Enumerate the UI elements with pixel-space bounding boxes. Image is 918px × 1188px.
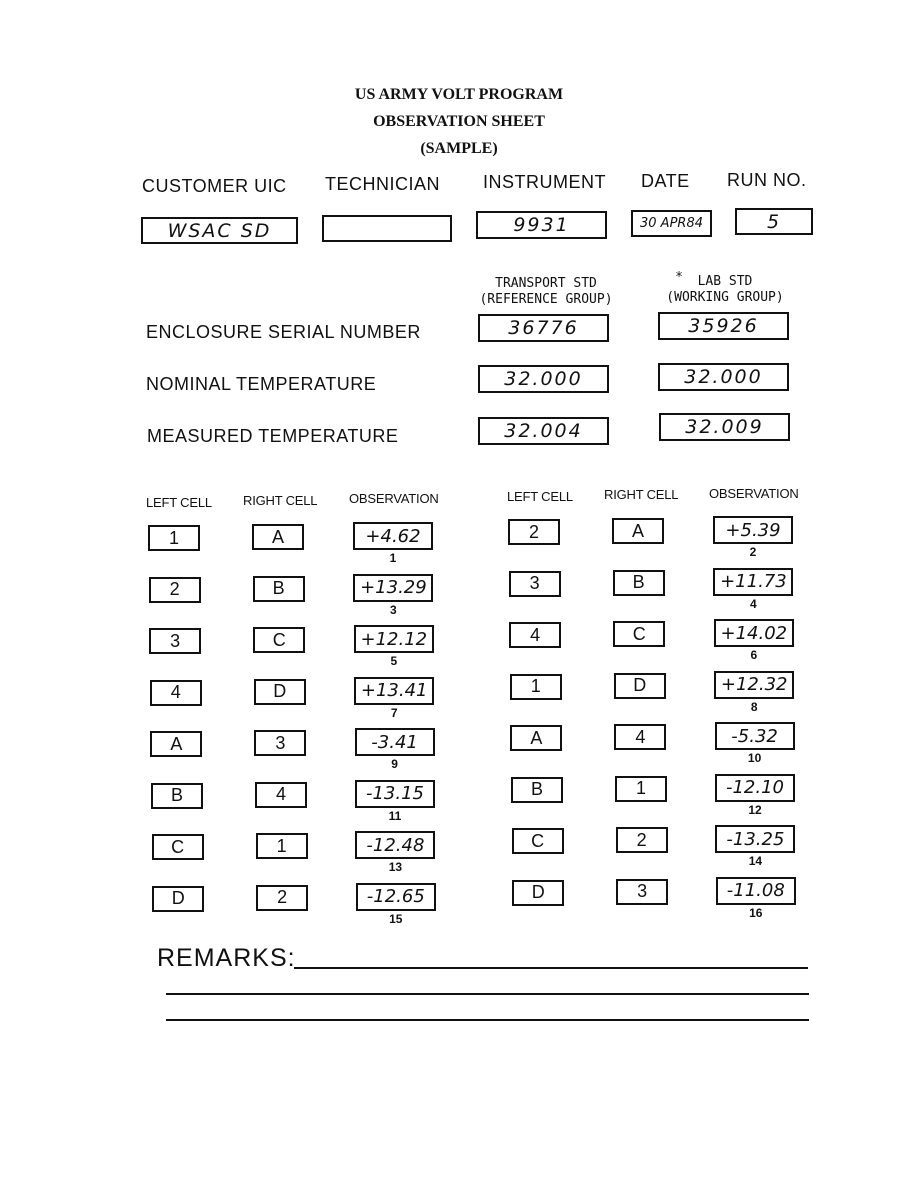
observation-index: 10 — [747, 751, 762, 765]
left-cell-box[interactable]: 3 — [509, 571, 561, 597]
observation-header-2: OBSERVATION — [709, 486, 799, 501]
left-cell-box[interactable]: 2 — [508, 519, 560, 545]
observation-value-field[interactable]: -5.32 — [715, 722, 795, 750]
right-cell-box[interactable]: 3 — [254, 730, 306, 756]
observation-value-field[interactable]: +12.12 — [354, 625, 434, 653]
right-cell-box[interactable]: A — [612, 518, 664, 544]
left-cell-box[interactable]: D — [512, 880, 564, 906]
right-cell-box[interactable]: D — [614, 673, 666, 699]
left-cell-box[interactable]: D — [152, 886, 204, 912]
transport-serial-field[interactable]: 36776 — [478, 314, 609, 342]
observation-index: 5 — [390, 654, 398, 668]
lab-measured-field[interactable]: 32.009 — [659, 413, 790, 441]
lab-nominal-field[interactable]: 32.000 — [658, 363, 789, 391]
left-cell-box[interactable]: C — [152, 834, 204, 860]
transport-nominal-field[interactable]: 32.000 — [478, 365, 609, 393]
right-cell-box[interactable]: 2 — [616, 827, 668, 853]
observation-value-field[interactable]: +13.29 — [353, 574, 433, 602]
right-cell-box[interactable]: C — [613, 621, 665, 647]
serial-number-label: ENCLOSURE SERIAL NUMBER — [146, 322, 421, 342]
run-no-label: RUN NO. — [727, 170, 807, 190]
observation-index: 15 — [389, 911, 403, 926]
right-cell-box[interactable]: C — [253, 627, 305, 653]
left-cell-header-1: LEFT CELL — [146, 495, 212, 510]
left-cell-box[interactable]: B — [511, 777, 563, 803]
right-cell-box[interactable]: B — [253, 576, 305, 602]
left-cell-box[interactable]: A — [510, 725, 562, 751]
left-cell-box[interactable]: B — [151, 783, 203, 809]
title-line-3: (SAMPLE) — [420, 140, 498, 157]
title-line-1: US ARMY VOLT PROGRAM — [354, 86, 564, 103]
observation-index: 2 — [749, 545, 757, 559]
observation-index: 8 — [750, 699, 758, 714]
right-cell-box[interactable]: 1 — [256, 833, 308, 859]
observation-value-field[interactable]: -11.08 — [716, 877, 796, 905]
right-cell-header-1: RIGHT CELL — [243, 493, 318, 508]
left-cell-box[interactable]: C — [512, 828, 564, 854]
instrument-field[interactable]: 9931 — [476, 211, 607, 239]
right-cell-box[interactable]: 1 — [615, 776, 667, 802]
left-cell-box[interactable]: 3 — [149, 628, 201, 654]
customer-uic-label: CUSTOMER UIC — [142, 176, 287, 196]
right-cell-header-2: RIGHT CELL — [604, 487, 679, 502]
lab-std-mark: * — [675, 270, 683, 285]
observation-index: 14 — [748, 854, 763, 868]
right-cell-box[interactable]: 4 — [255, 782, 307, 808]
observation-value-field[interactable]: +4.62 — [353, 522, 433, 550]
observation-index: 9 — [391, 757, 398, 771]
observation-index: 7 — [390, 705, 398, 720]
technician-label: TECHNICIAN — [325, 174, 441, 194]
transport-std-header: TRANSPORT STD (REFERENCE GROUP) — [479, 276, 613, 307]
observation-header-1: OBSERVATION — [349, 491, 439, 506]
title-line-2: OBSERVATION SHEET — [373, 113, 545, 130]
observation-value-field[interactable]: -12.10 — [715, 774, 795, 802]
remarks-label: REMARKS: — [157, 944, 296, 972]
instrument-label: INSTRUMENT — [483, 172, 606, 192]
observation-index: 1 — [389, 551, 397, 565]
right-cell-box[interactable]: 2 — [256, 885, 308, 911]
observation-index: 13 — [388, 860, 403, 874]
observation-value-field[interactable]: -3.41 — [355, 728, 435, 756]
observation-value-field[interactable]: +14.02 — [714, 619, 794, 647]
observation-value-field[interactable]: -13.15 — [355, 780, 435, 808]
right-cell-box[interactable]: 4 — [614, 724, 666, 750]
observation-index: 16 — [749, 905, 763, 920]
left-cell-box[interactable]: A — [150, 731, 202, 757]
observation-value-field[interactable]: +12.32 — [714, 671, 794, 699]
technician-field[interactable] — [322, 215, 452, 242]
transport-measured-field[interactable]: 32.004 — [478, 417, 609, 445]
observation-value-field[interactable]: +5.39 — [713, 516, 793, 544]
observation-index: 12 — [748, 802, 762, 817]
left-cell-header-2: LEFT CELL — [507, 489, 573, 504]
remarks-line-2[interactable] — [166, 993, 809, 995]
date-field[interactable]: 30 APR84 — [631, 210, 712, 237]
left-cell-box[interactable]: 2 — [149, 577, 201, 603]
observation-value-field[interactable]: -13.25 — [715, 825, 795, 853]
remarks-line-3[interactable] — [166, 1019, 809, 1021]
observation-value-field[interactable]: -12.65 — [356, 883, 436, 911]
measured-temperature-label: MEASURED TEMPERATURE — [147, 426, 399, 446]
remarks-line-1[interactable] — [294, 967, 808, 969]
date-label: DATE — [641, 171, 690, 191]
left-cell-box[interactable]: 1 — [510, 674, 562, 700]
observation-index: 4 — [750, 596, 757, 611]
nominal-temperature-label: NOMINAL TEMPERATURE — [146, 374, 377, 394]
right-cell-box[interactable]: D — [254, 679, 306, 705]
observation-index: 11 — [388, 808, 402, 823]
observation-value-field[interactable]: +13.41 — [354, 677, 434, 705]
right-cell-box[interactable]: 3 — [616, 879, 668, 905]
lab-std-header: LAB STD (WORKING GROUP) — [666, 274, 784, 305]
left-cell-box[interactable]: 1 — [148, 525, 200, 551]
left-cell-box[interactable]: 4 — [509, 622, 561, 648]
lab-serial-field[interactable]: 35926 — [658, 312, 789, 340]
observation-index: 3 — [390, 602, 397, 617]
run-no-field[interactable]: 5 — [735, 208, 813, 235]
observation-value-field[interactable]: +11.73 — [713, 568, 793, 596]
customer-uic-field[interactable]: WSAC SD — [141, 217, 298, 244]
observation-value-field[interactable]: -12.48 — [355, 831, 435, 859]
right-cell-box[interactable]: A — [252, 524, 304, 550]
left-cell-box[interactable]: 4 — [150, 680, 202, 706]
right-cell-box[interactable]: B — [613, 570, 665, 596]
observation-index: 6 — [750, 648, 758, 662]
